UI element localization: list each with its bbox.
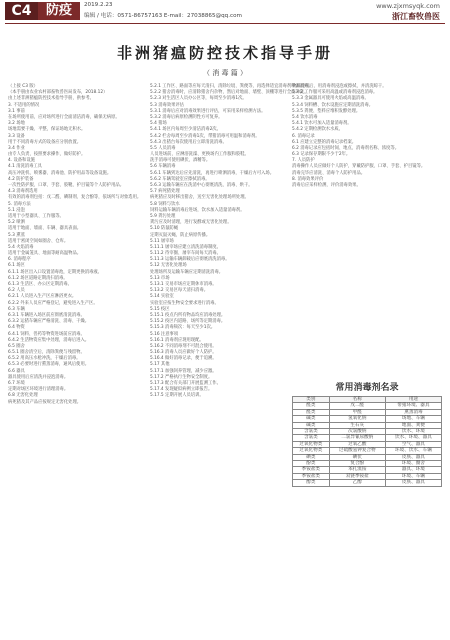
- table-cell: 地面、粪便: [385, 422, 441, 428]
- table-cell: 碘类: [293, 454, 330, 460]
- paragraph-line: 6. 消毒记录: [292, 133, 315, 139]
- paragraph-line: 3. 不适用的情况: [8, 102, 40, 108]
- paragraph-line: 5.3.2 消毒后病原检测阴性方可复养。: [150, 114, 223, 120]
- table-cell: 苯扎溴铵: [329, 467, 385, 473]
- table-cell: 过氧化物类: [293, 448, 330, 454]
- table-cell: 甲醛: [329, 409, 385, 415]
- paragraph-line: 5.16.2 不同消毒剂不可混合使用。: [150, 343, 217, 349]
- paragraph-line: 4.1 清洗消毒工具: [8, 164, 42, 170]
- table-cell: 复合酚: [329, 461, 385, 467]
- paragraph-line: 5.15.1 疫点内所有物品均应消毒处理。: [150, 312, 226, 318]
- paragraph-line: 5.4.2 栏舍每周至少消毒1次，带猪消毒可用温和消毒剂。: [150, 133, 260, 139]
- paragraph-line: 场地需要干燥、平整，保证场地无积水。: [8, 127, 86, 133]
- paragraph-line: 6.2 人员: [8, 288, 25, 294]
- paragraph-line: 5.11.2 待宰圈、屠宰车间每天消毒。: [150, 251, 221, 257]
- paragraph-line: 5.11.1 屠宰场应建立清洗消毒制度。: [150, 244, 221, 250]
- text-column-1: [8, 84, 144, 406]
- paragraph-line: 5.17.3 配合有关部门开展监测工作。: [150, 381, 221, 386]
- paragraph-line: 5.13 市场: [150, 275, 170, 281]
- table-cell: 二氯异氰尿酸钠: [329, 435, 385, 441]
- table-cell: 含氯类: [293, 429, 330, 435]
- paragraph-line: 5.3.2 工作服可采用高温或消毒剂浸泡消毒。: [292, 90, 378, 96]
- text-column-3: [292, 84, 442, 284]
- paragraph-line: 6.5 圈舍: [8, 343, 25, 349]
- paragraph-line: 人员进场前，应淋浴洗澡、更换场内工作服和胶鞋。: [150, 152, 249, 158]
- paragraph-line: 6.7 环境: [8, 381, 25, 386]
- page-header: [0, 0, 450, 24]
- paragraph-line: 在场所使用前，应对场所进行全面清洁消毒，确保无病原。: [8, 114, 120, 120]
- paragraph-line: 粪污应及时清理，进行发酵或无害化处理。: [150, 220, 232, 226]
- page-code: C4: [5, 2, 38, 20]
- paragraph-line: 高压冲洗机、喷雾器、消毒池、防护用品等设备设施。: [8, 170, 112, 176]
- table-cell: 皮肤、器具: [385, 480, 441, 486]
- paragraph-line: 5.4.1 饮水可加入适量消毒剂。: [292, 121, 352, 127]
- paragraph-line: 5.4 猪场: [150, 121, 167, 127]
- paragraph-line: 消毒后应采样检测，评价消毒效果。: [292, 183, 361, 188]
- paragraph-line: 5.3.4 饲料槽、饮水设施应定期清洗消毒。: [292, 102, 374, 108]
- paragraph-line: 6.1.3 生活区、办公区定期消毒。: [8, 282, 72, 287]
- paragraph-line: （上接 C3 版）: [8, 84, 38, 89]
- paragraph-line: 5.6.3 运输车辆应在洗消中心彻底清洗、消毒、烘干。: [150, 183, 253, 188]
- publication-website: www.zjxmsyqk.com: [376, 2, 440, 10]
- paragraph-line: 5.8 饲料与饮水: [150, 201, 180, 207]
- publication-name: 浙江畜牧兽医: [392, 12, 440, 21]
- paragraph-line: 定期灭鼠灭蝇，防止病原传播。: [150, 232, 211, 238]
- paragraph-line: 5.6 车辆消毒: [150, 164, 176, 170]
- table-row: [293, 480, 442, 486]
- paragraph-line: 5.17.2 严格执行生物安全制度。: [150, 374, 213, 380]
- paragraph-line: 处理场所及运输车辆应定期清洗消毒。: [150, 269, 224, 275]
- paragraph-line: 5.16.1 消毒剂应现用现配。: [150, 337, 204, 343]
- paragraph-line: 由上述非洲猪瘟防控技术指导手册，供参考。: [8, 96, 94, 102]
- table-cell: 皮肤、器具: [385, 454, 441, 460]
- table-cell: 器具、环境: [385, 467, 441, 473]
- paragraph-line: 有效的消毒剂包括：戊二醛、碘制剂、复合酚等，依场所与对象选用。: [8, 195, 142, 201]
- paragraph-line: 4.2 防护装备: [8, 176, 34, 182]
- table-cell: 醛类: [293, 403, 330, 409]
- paragraph-line: 6.4.2 生活物资应集中处理，消毒后进入。: [8, 337, 90, 343]
- paragraph-line: 8. 消毒效果评价: [292, 176, 324, 182]
- paragraph-line: 6.6 器具: [8, 368, 25, 374]
- table-cell: 过氧化物类: [293, 441, 330, 447]
- paragraph-line: 消毒完毕应清洗、消毒个人防护用品。: [292, 170, 366, 176]
- paragraph-line: 5.17.5 定期开展人员培训。: [150, 393, 204, 399]
- paragraph-line: 7. 人员防护: [292, 158, 315, 164]
- paragraph-line: 6.2.1 人员进入生产区应淋浴更衣。: [8, 294, 77, 300]
- table-cell: 饮水、环境、器具: [385, 435, 441, 441]
- paragraph-line: 适用于金属笼具、地面等耐高温物品。: [8, 251, 82, 257]
- paragraph-line: 一次性防护服、口罩、手套、胶靴、护目镜等个人防护用品。: [8, 183, 125, 188]
- paragraph-line: 6.4.1 饲料、兽药等物资进场前应消毒。: [8, 331, 85, 337]
- paragraph-line: 5.3 消毒效果评估: [150, 102, 184, 108]
- table-cell: 戊二醛: [329, 403, 385, 409]
- table-header-use: 用途: [385, 397, 441, 403]
- table-cell: 酚类: [293, 461, 330, 467]
- paragraph-line: 适用于小型器具、工作服等。: [8, 213, 64, 219]
- paragraph-line: 6.5.1 圈舍清空后，清除粪便与残留物。: [8, 350, 85, 356]
- table-cell: 季铵盐类: [293, 473, 330, 479]
- paragraph-line: 5.14 实验室: [150, 294, 174, 300]
- paragraph-line: 5.16 注意事项: [150, 331, 179, 337]
- paragraph-line: （本手册由农业农村部畜牧兽医局发布，2018.12）: [8, 90, 108, 96]
- paragraph-line: 5.11 屠宰场: [150, 238, 174, 244]
- paragraph-line: 5.17.1 加强饲养管理，减少应激。: [150, 368, 217, 374]
- paragraph-line: 物品使用后，用消毒剂浸泡或擦拭，并清洗晾干。: [292, 84, 387, 89]
- paragraph-line: 6.5.2 用高压水枪冲洗，干燥后消毒。: [8, 356, 81, 362]
- table-cell: 含氯类: [293, 435, 330, 441]
- paragraph-line: 3.4 作业: [8, 145, 25, 151]
- paragraph-line: 3.2 场地: [8, 121, 25, 127]
- table-cell: 季铵盐类: [293, 467, 330, 473]
- table-cell: 饮水、环境: [385, 429, 441, 435]
- table-header-category: 类别: [293, 397, 330, 403]
- table-cell: 生石灰: [329, 422, 385, 428]
- paragraph-line: 6.8 无害化处理: [8, 393, 38, 399]
- table-cell: 双链季铵盐: [329, 473, 385, 479]
- paragraph-line: 5.4.2 定期检测饮水水质。: [292, 127, 343, 133]
- paragraph-line: 5.16.4 做好消毒记录，便于追溯。: [150, 356, 217, 362]
- table-title: 常用消毒剂名录: [335, 383, 399, 393]
- paragraph-line: 适用于密闭空间如圈舍、仓库。: [8, 238, 69, 244]
- paragraph-line: 5.11.3 运输车辆卸载后应彻底清洗消毒。: [150, 257, 230, 263]
- table-header-name: 名称: [329, 397, 385, 403]
- paragraph-line: 5.4 饮水消毒: [292, 114, 318, 120]
- table-cell: 碱类: [293, 416, 330, 422]
- table-cell: 空气、器具: [385, 441, 441, 447]
- paragraph-line: 6.3 记录保存期限不少于2年。: [292, 152, 351, 158]
- paragraph-line: 6. 消毒程序: [8, 257, 31, 263]
- paragraph-line: 定期对场区环境进行清理消毒。: [8, 387, 69, 393]
- table-cell: 环境、饮水、车辆: [385, 448, 441, 454]
- paragraph-line: 5.1 浸泡: [8, 207, 25, 213]
- paragraph-line: 5.4.1 场区内每周至少清洁消毒2次。: [150, 127, 221, 133]
- table-cell: 氢氧化钠: [329, 416, 385, 422]
- paragraph-line: 5.15.3 消毒频次：每天至少1次。: [150, 325, 216, 331]
- paragraph-line: 5.2.2 猪舍消毒时，应清除猪舍内杂物，然后对地面、墙壁、顶棚等进行全面冲洗。: [150, 90, 309, 96]
- paragraph-line: 5.17 其他: [150, 362, 170, 368]
- paragraph-line: 5. 消毒方法: [8, 201, 31, 207]
- paragraph-line: 5.13.2 交易区每天清扫消毒。: [150, 288, 209, 294]
- paragraph-line: 6.2.2 外来人员应严格登记，避免进入生产区。: [8, 300, 98, 306]
- paragraph-line: 由专人负责，按照要求操作，做好防护。: [8, 152, 86, 158]
- paragraph-line: 5.6.1 车辆到达后应先清洗，再进行喷洒消毒，干燥后方可入场。: [150, 170, 275, 176]
- table-cell: 次氯酸钠: [329, 429, 385, 435]
- table-cell: 环境、圈舍: [385, 461, 441, 467]
- table-cell: 场地、车辆: [385, 416, 441, 422]
- table-row: [293, 473, 442, 479]
- paragraph-line: 病死猪应及时移出猪舍，送至无害化处理场所处理。: [150, 195, 249, 201]
- paragraph-line: 器具使用后应清洗并浸泡消毒。: [8, 374, 69, 380]
- paragraph-line: 5.2.1 工作区、路面等应每天清扫，清除垃圾、粪便等，再选择适宜消毒剂喷洒消毒。: [150, 84, 313, 89]
- paragraph-line: 3.3 设备: [8, 133, 25, 139]
- table-cell: 碘伏: [329, 454, 385, 460]
- paragraph-line: 5.16.3 消毒人员应做好个人防护。: [150, 350, 217, 356]
- paragraph-line: 6.3.1 车辆进入场区前应彻底清洗消毒。: [8, 312, 85, 318]
- table-cell: 乙醇: [329, 480, 385, 486]
- section-title: 防疫: [38, 2, 80, 20]
- paragraph-line: 5.10 防鼠防蝇: [150, 226, 179, 232]
- paragraph-line: 6.1.2 场区道路定期清扫消毒。: [8, 275, 68, 281]
- table-row: [293, 448, 442, 454]
- paragraph-line: 5.3.3 金属器具可使用火焰或高温消毒。: [292, 96, 369, 102]
- paragraph-line: 6.5.3 必要时进行熏蒸消毒，通风后使用。: [8, 362, 90, 368]
- article-subtitle: （ 消 毒 篇 ）: [203, 69, 247, 77]
- paragraph-line: 适用于地面、墙面、车辆、器具表面。: [8, 226, 82, 232]
- table-cell: 碱类: [293, 422, 330, 428]
- paragraph-line: 6.3.2 运猪车辆应严格清洗、消毒、干燥。: [8, 319, 90, 325]
- paragraph-line: 5.15 疫区: [150, 306, 170, 312]
- paragraph-line: 5.5 人员消毒: [150, 145, 176, 151]
- paragraph-line: 5.12 无害化处理场: [150, 263, 187, 269]
- paragraph-line: 消毒操作人员应做好个人防护，穿戴防护服、口罩、手套、护目镜等。: [292, 164, 426, 170]
- paragraph-line: 6.3 车辆: [8, 306, 25, 312]
- paragraph-line: 5.3.1 消毒后应对消毒效果进行评估，可采用采样检测方法。: [150, 108, 266, 114]
- disinfectant-table: [292, 396, 442, 487]
- paragraph-line: 5.3.5 粪便、垫料应堆积发酵处理。: [292, 108, 361, 114]
- editor-contact: 编辑 / 电话：0571-86757163 E-mail：27038865@qq.com: [84, 13, 242, 19]
- table-cell: 醇类: [293, 480, 330, 486]
- paragraph-line: 5.4 火焰消毒: [8, 244, 34, 250]
- paragraph-line: 5.3 熏蒸: [8, 232, 25, 238]
- paragraph-line: 5.7 病死猪处理: [150, 189, 180, 195]
- paragraph-line: 5.6.2 车辆驾驶室应擦拭消毒。: [150, 176, 210, 182]
- header-divider: [5, 23, 445, 24]
- table-cell: 带猪环境、器具: [385, 403, 441, 409]
- paragraph-line: 5.2.3 对生活区人员办公区等，每周至少消毒1次。: [150, 96, 247, 102]
- table-cell: 熏蒸消毒: [385, 409, 441, 415]
- table-cell: 过硫酸氢钾复合物: [329, 448, 385, 454]
- table-row: [293, 435, 442, 441]
- paragraph-line: 病死猪及其产品应按规定无害化处理。: [8, 399, 82, 405]
- paragraph-line: 6.1.1 场区出入口设置消毒池，定期更换消毒液。: [8, 269, 102, 275]
- paragraph-line: 实验室应按生物安全要求进行消毒。: [150, 300, 219, 306]
- table-cell: 环境、车辆: [385, 473, 441, 479]
- paragraph-line: 6.2 消毒记录应包括时间、地点、消毒剂名称、浓度等。: [292, 145, 400, 151]
- paragraph-line: 4. 设备和设施: [8, 158, 35, 164]
- paragraph-line: 6.1 应建立完整的消毒记录档案。: [292, 139, 357, 145]
- table-cell: 过氧乙酸: [329, 441, 385, 447]
- paragraph-line: 6.4 物资: [8, 325, 25, 331]
- paragraph-line: 用于不同消毒方式的设备应分别放置。: [8, 139, 82, 145]
- paragraph-line: 5.15.2 疫区内道路、场所等定期消毒。: [150, 319, 226, 325]
- article-title: 非洲猪瘟防控技术指导手册: [116, 44, 333, 62]
- paragraph-line: 5.13.1 交易市场应定期休市消毒。: [150, 282, 217, 287]
- paragraph-line: 5.9 粪污处理: [150, 213, 176, 219]
- table-cell: 醛类: [293, 409, 330, 415]
- paragraph-line: 5.4.3 出猪台每次使用后立即清洗消毒。: [150, 139, 227, 145]
- issue-date: 2019.2.23: [84, 2, 113, 8]
- paragraph-line: 6.1 场区: [8, 263, 25, 269]
- paragraph-line: 4.3 消毒剂选用: [8, 189, 38, 195]
- paragraph-line: 洗手消毒可使用碘伏、酒精等。: [150, 158, 211, 164]
- paragraph-line: 5.17.4 发现疑似病例立即报告。: [150, 387, 213, 393]
- paragraph-line: 5.2 喷洒: [8, 220, 25, 226]
- paragraph-line: 3.1 事前: [8, 108, 25, 114]
- paragraph-line: 饲料运输车辆消毒后进场，饮水加入适量消毒剂。: [150, 207, 245, 213]
